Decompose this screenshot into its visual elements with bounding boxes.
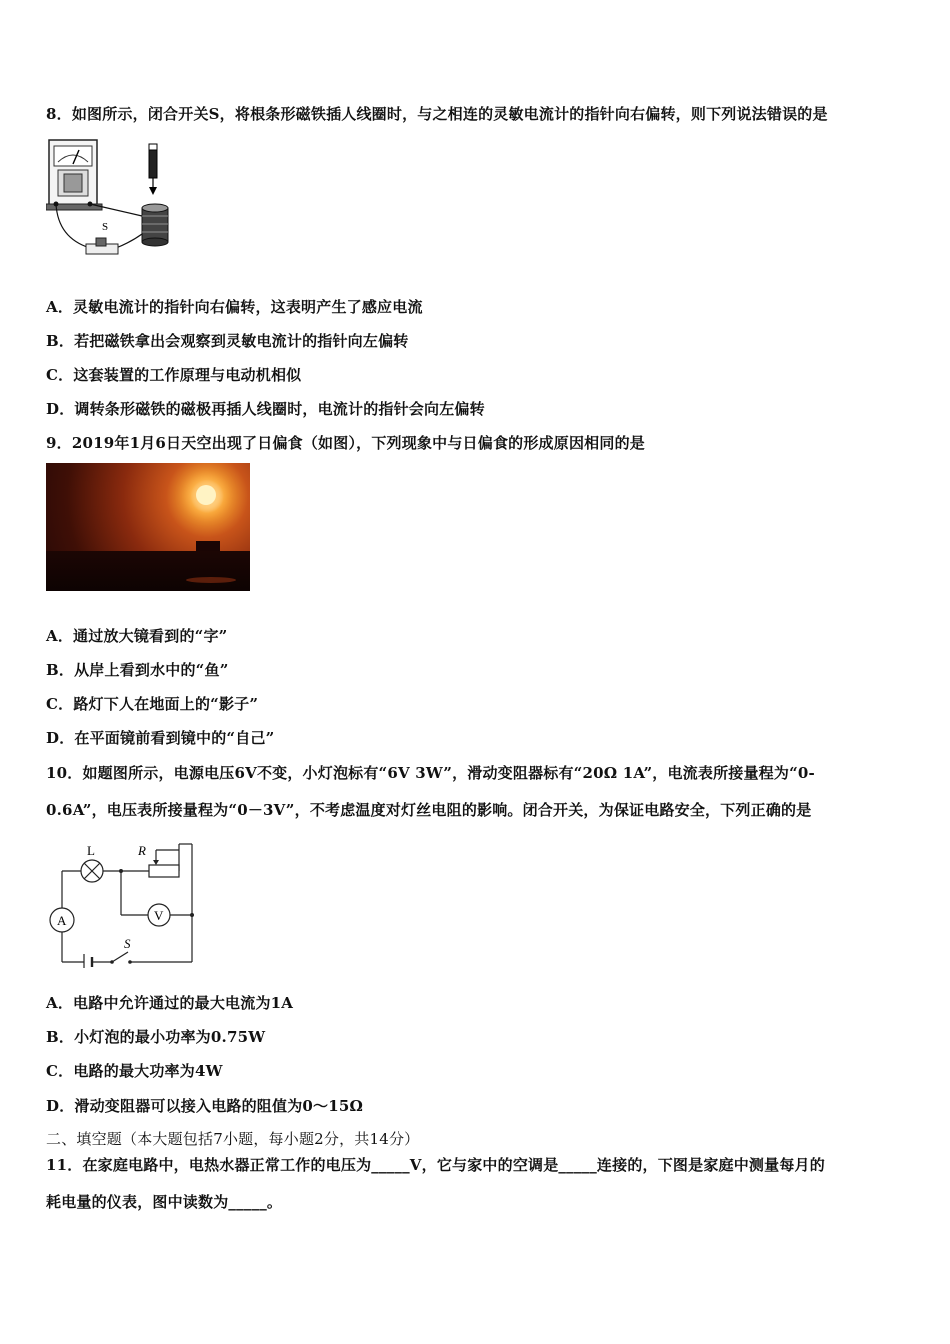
q10-stem-line2: 0.6A”，电压表所接量程为“0－3V”，不考虑温度对灯丝电阻的影响。闭合开关，为保证电路安全，下列正确的是 <box>46 801 812 819</box>
q8-stem: 8．如图所示，闭合开关S，将根条形磁铁插人线圈时，与之相连的灵敏电流计的指针向右偏转，则下列说法错误的是 <box>46 105 828 123</box>
q10-circuit-diagram <box>46 838 206 968</box>
q10-rheostat-label: R <box>138 843 146 858</box>
q8-figure-galvanometer-coil <box>46 138 186 263</box>
q10-option-c: C．电路的最大功率为4W <box>46 1062 223 1080</box>
q8-switch-label: S <box>102 221 109 233</box>
q9-option-c: C．路灯下人在地面上的“影子” <box>46 695 259 713</box>
q9-option-a: A．通过放大镜看到的“字” <box>46 627 228 645</box>
q10-option-b: B．小灯泡的最小功率为0.75W <box>46 1028 266 1046</box>
q8-option-b: B．若把磁铁拿出会观察到灵敏电流计的指针向左偏转 <box>46 332 409 350</box>
q10-ammeter-label: A <box>57 913 67 928</box>
q10-stem-line1: 10．如题图所示，电源电压6V不变，小灯泡标有“6V 3W”，滑动变阻器标有“20Ω 1A”，电流表所接量程为“0- <box>46 764 815 782</box>
q8-option-a: A．灵敏电流计的指针向右偏转，这表明产生了感应电流 <box>46 298 423 316</box>
section2-title: 二、填空题（本大题包括7小题，每小题2分，共14分） <box>46 1130 420 1148</box>
q10-option-a: A．电路中允许通过的最大电流为1A <box>46 994 294 1012</box>
ground-silhouette <box>46 551 250 591</box>
sun <box>196 485 216 505</box>
q9-stem: 9．2019年1月6日天空出现了日偏食（如图），下列现象中与日偏食的形成原因相同的是 <box>46 434 645 452</box>
q8-option-d: D．调转条形磁铁的磁极再插人线圈时，电流计的指针会向左偏转 <box>46 400 485 418</box>
q9-solar-eclipse-photo <box>46 463 250 591</box>
q9-option-d: D．在平面镜前看到镜中的“自己” <box>46 729 275 747</box>
q11-line1: 11．在家庭电路中，电热水器正常工作的电压为_____V，它与家中的空调是_____连接的，下图是家庭中测量每月的 <box>46 1156 825 1174</box>
q10-switch-label: S <box>124 936 131 951</box>
q10-lamp-label: L <box>87 843 95 858</box>
q9-option-b: B．从岸上看到水中的“鱼” <box>46 661 229 679</box>
water-reflection <box>186 577 236 583</box>
q10-option-d: D．滑动变阻器可以接入电路的阻值为0～15Ω <box>46 1097 364 1115</box>
q11-line2: 耗电量的仪表，图中读数为_____。 <box>46 1193 283 1211</box>
q8-option-c: C．这套装置的工作原理与电动机相似 <box>46 366 302 384</box>
q10-voltmeter-label: V <box>154 908 164 923</box>
